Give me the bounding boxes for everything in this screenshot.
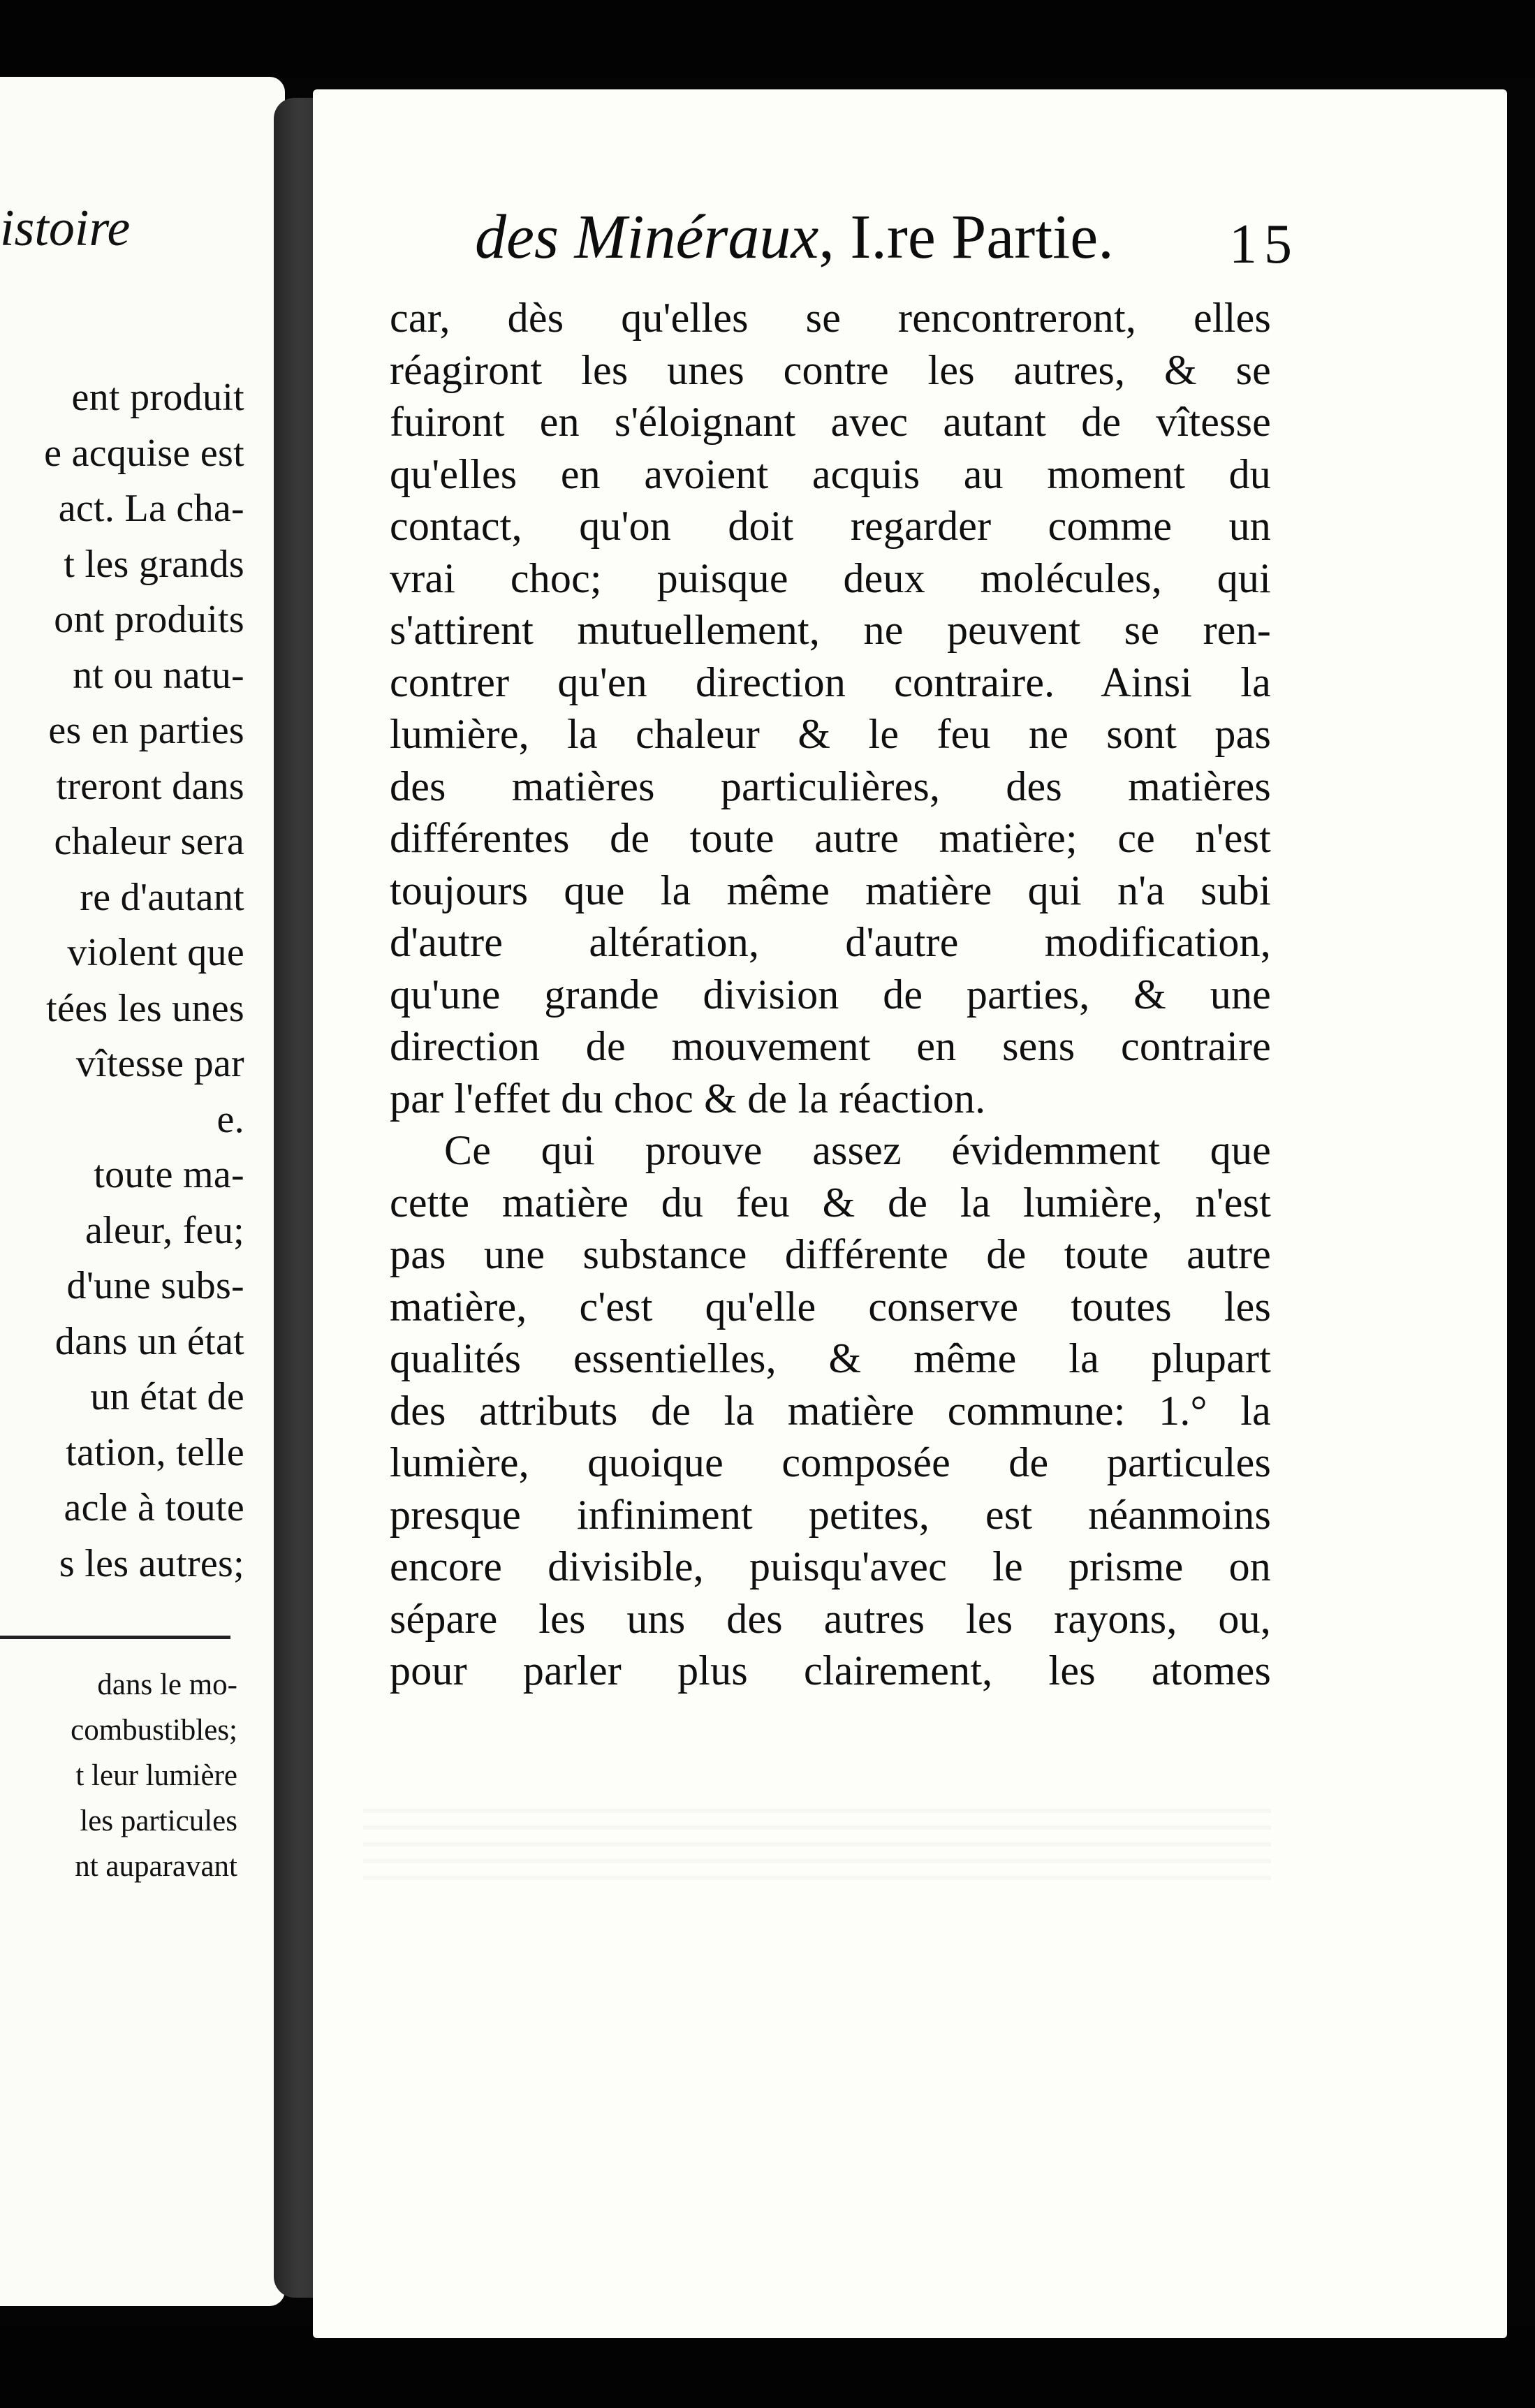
- page-header: [475, 203, 1299, 275]
- text-line: sépare les uns des autres les rayons, ou,: [390, 1595, 1271, 1642]
- left-line: tation, telle: [66, 1430, 244, 1474]
- paragraph-first-line: Ce qui prouve assez évidemment que: [444, 1127, 1271, 1173]
- text-line: presque infiniment petites, est néanmoins: [390, 1491, 1271, 1538]
- left-line: ont produits: [54, 598, 244, 641]
- text-line: qu'une grande division de parties, & une: [390, 971, 1271, 1018]
- left-line: violent que: [67, 931, 244, 974]
- left-line: treront dans: [56, 764, 244, 808]
- left-page: [0, 77, 285, 2306]
- footnote-line: dans le mo-: [97, 1668, 237, 1701]
- text-line: s'attirent mutuellement, ne peuvent se ren-: [390, 607, 1271, 653]
- left-line: re d'autant: [80, 875, 244, 919]
- running-head-italic: des Minéraux: [475, 203, 819, 272]
- text-line: pas une substance différente de toute autre: [390, 1231, 1271, 1277]
- text-line: contact, qu'on doit regarder comme un: [390, 503, 1271, 549]
- left-line: e.: [216, 1097, 244, 1141]
- footnote-line: nt auparavant: [75, 1850, 237, 1883]
- left-running-head: [0, 200, 140, 257]
- footnote-line: t leur lumière: [75, 1759, 237, 1792]
- left-line: tées les unes: [46, 986, 244, 1030]
- left-line: nt ou natu-: [73, 653, 244, 697]
- left-line: vîtesse par: [75, 1042, 244, 1085]
- text-line: car, dès qu'elles se rencontreront, elles: [390, 295, 1271, 341]
- left-running-head-text: istoire: [0, 200, 131, 257]
- text-line: encore divisible, puisqu'avec le prisme on: [390, 1543, 1271, 1590]
- show-through: [363, 1809, 1271, 1893]
- left-line: acle à toute: [64, 1486, 244, 1529]
- text-line: réagiront les unes contre les autres, & se: [390, 346, 1271, 393]
- left-line: toute ma-: [94, 1153, 244, 1196]
- text-line: qualités essentielles, & même la plupart: [390, 1335, 1271, 1381]
- left-line: s les autres;: [59, 1541, 244, 1585]
- footnote-rule: [0, 1636, 230, 1639]
- left-line: es en parties: [48, 709, 244, 752]
- text-line: fuiront en s'éloignant avec autant de vîtesse: [390, 399, 1271, 445]
- text-line: lumière, la chaleur & le feu ne sont pas: [390, 711, 1271, 757]
- text-line: cette matière du feu & de la lumière, n'est: [390, 1179, 1271, 1226]
- left-line: t les grands: [64, 542, 244, 586]
- scan-border-top: [0, 0, 1535, 78]
- running-head-roman: , I.re Partie.: [818, 203, 1114, 272]
- text-line: des matières particulières, des matières: [390, 763, 1271, 809]
- text-line: direction de mouvement en sens contraire: [390, 1023, 1271, 1069]
- text-line: par l'effet du choc & de la réaction.: [390, 1075, 986, 1122]
- text-line: qu'elles en avoient acquis au moment du: [390, 450, 1271, 497]
- running-head: [475, 203, 1114, 272]
- text-line: toujours que la même matière qui n'a subi: [390, 867, 1271, 913]
- footnote-line: combustibles;: [71, 1714, 237, 1747]
- left-line: aleur, feu;: [85, 1208, 244, 1252]
- text-line: différentes de toute autre matière; ce n'est: [390, 815, 1271, 861]
- footnote-line: les particules: [80, 1805, 237, 1837]
- left-line: chaleur sera: [54, 820, 244, 863]
- left-line: ent produit: [71, 376, 244, 419]
- left-line: d'une subs-: [66, 1264, 244, 1307]
- body-text: [390, 292, 1271, 1697]
- text-line: contrer qu'en direction contraire. Ainsi la: [390, 659, 1271, 705]
- left-line: act. La cha-: [58, 487, 244, 530]
- text-line: d'autre altération, d'autre modification,: [390, 919, 1271, 965]
- page-number: 15: [1229, 214, 1299, 275]
- text-line: pour parler plus clairement, les atomes: [390, 1647, 1271, 1694]
- text-line: lumière, quoique composée de particules: [390, 1439, 1271, 1485]
- left-line: un état de: [90, 1375, 244, 1418]
- text-line: matière, c'est qu'elle conserve toutes les: [390, 1283, 1271, 1330]
- left-body-text: [0, 370, 244, 1592]
- left-line: dans un état: [54, 1319, 244, 1363]
- left-footnotes: [0, 1662, 237, 1889]
- text-line: vrai choc; puisque deux molécules, qui: [390, 555, 1271, 601]
- text-line: des attributs de la matière commune: 1.° la: [390, 1387, 1271, 1434]
- left-line: e acquise est: [44, 431, 244, 475]
